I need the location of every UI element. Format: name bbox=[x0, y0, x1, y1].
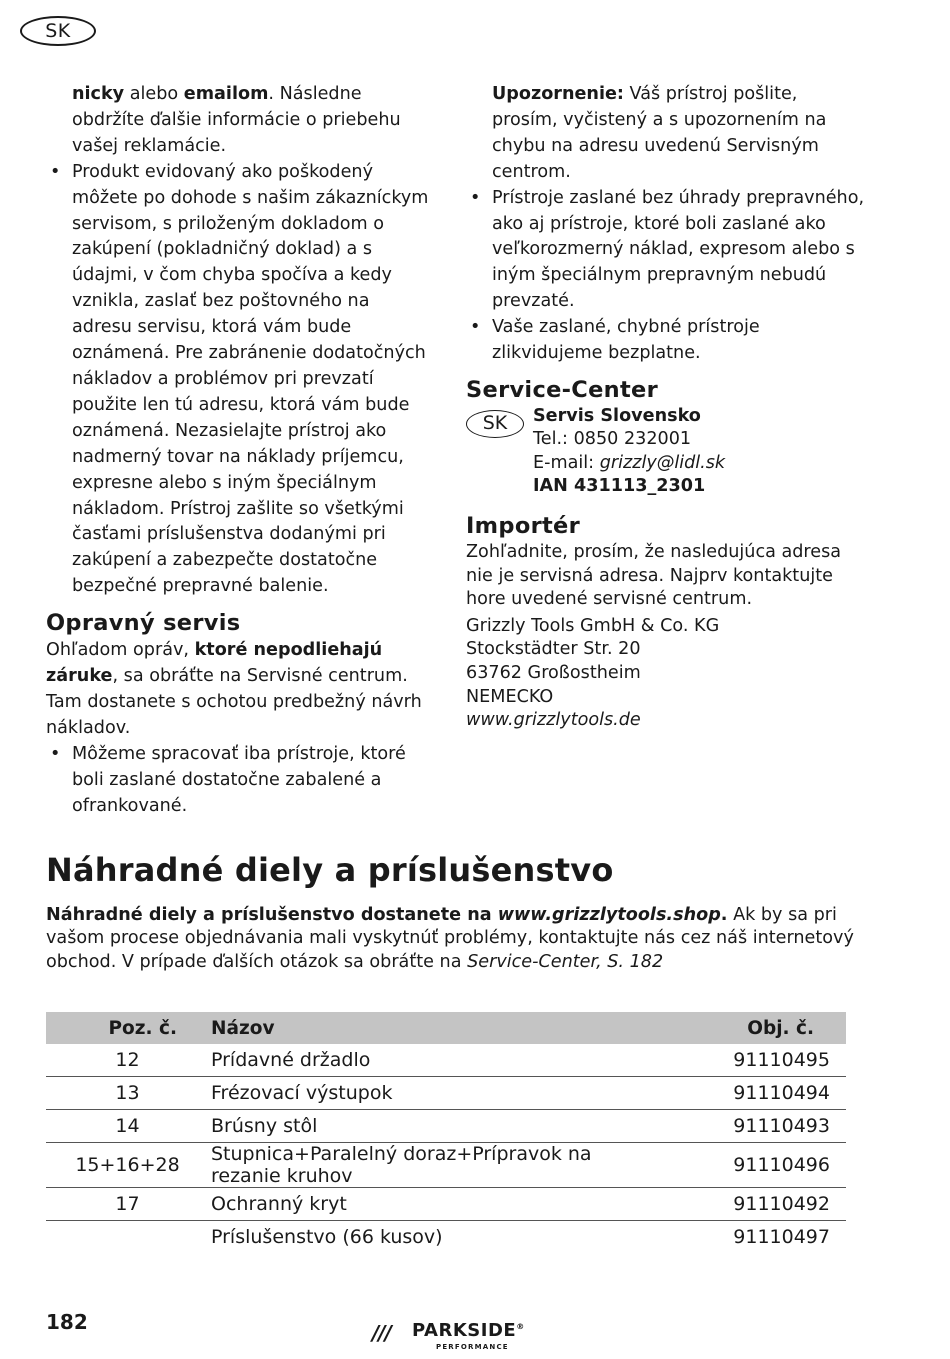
importer-website-link[interactable]: www.grizzlytools.de bbox=[466, 710, 641, 731]
table-row bbox=[46, 1221, 846, 1254]
bold-phrase: Náhradné diely a príslušenstvo dostanete na bbox=[46, 905, 498, 925]
repair-service-heading: Opravný servis bbox=[46, 610, 241, 637]
bold-phrase: Upozornenie: bbox=[492, 84, 624, 104]
logo-slashes: /// bbox=[372, 1321, 391, 1345]
bold-phrase: emailom bbox=[183, 84, 269, 104]
email-link[interactable]: grizzly@lidl.sk bbox=[599, 452, 726, 473]
bullet-free-disposal: • Vaše zaslané, chybné prístroje zlikvidujeme bezplatne. bbox=[466, 315, 866, 367]
cell-position: 17 bbox=[46, 1188, 209, 1221]
table-row bbox=[46, 1044, 846, 1077]
cell-position: 15+16+28 bbox=[46, 1143, 209, 1188]
country-badge: SK bbox=[466, 410, 524, 438]
cell-order-number: 91110493 bbox=[664, 1110, 846, 1143]
text-span: alebo bbox=[124, 84, 184, 104]
warranty-contact-paragraph bbox=[46, 82, 431, 160]
text-span: , sa obráťte na Servisné centrum. Tam dostanete s ochotou predbežný návrh nákladov. bbox=[46, 666, 422, 738]
table-row bbox=[46, 1188, 846, 1221]
spare-parts-paragraph bbox=[46, 904, 866, 974]
logo-brand bbox=[412, 1320, 525, 1341]
spare-parts-heading: Náhradné diely a príslušenstvo bbox=[46, 851, 614, 889]
shop-link[interactable]: www.grizzlytools.shop bbox=[497, 905, 721, 925]
registered-mark: ® bbox=[516, 1322, 525, 1331]
importer-country: NEMECKO bbox=[466, 686, 554, 707]
page-number: 182 bbox=[46, 1310, 88, 1334]
cell-order-number: 91110496 bbox=[664, 1143, 846, 1188]
spare-parts-section bbox=[46, 848, 866, 974]
importer-street: Stockstädter Str. 20 bbox=[466, 639, 641, 660]
importer-block bbox=[466, 541, 866, 733]
cell-position bbox=[46, 1221, 209, 1254]
repair-service-paragraph bbox=[46, 638, 431, 742]
cell-name: Brúsny stôl bbox=[209, 1110, 664, 1143]
logo-subtitle: PERFORMANCE bbox=[436, 1343, 509, 1351]
bold-phrase: ktoré nepodliehajú záruke bbox=[46, 640, 383, 687]
parkside-logo bbox=[372, 1318, 542, 1354]
email-label: E-mail: bbox=[533, 452, 600, 473]
bold-phrase: nicky bbox=[72, 84, 125, 104]
service-center-block bbox=[466, 405, 866, 499]
cell-order-number: 91110492 bbox=[664, 1188, 846, 1221]
column-header-name: Názov bbox=[209, 1012, 664, 1044]
text-span: Ak by sa pri vašom procese objednávania mali vyskytnúť problémy, kontaktujte nás cez náš internetový obchod. V prípade ďalších otázok sa obráťte na bbox=[46, 905, 854, 972]
cell-name: Prídavné držadlo bbox=[209, 1044, 664, 1077]
importer-note: Zohľadnite, prosím, že nasledujúca adresa nie je servisná adresa. Najprv kontaktujte hore uvedené servisné centrum. bbox=[466, 541, 842, 610]
bullet-unpaid-shipping: • Prístroje zaslané bez úhrady prepravného, ako aj prístroje, ktoré boli zaslané ako veľkorozmerný náklad, expresom alebo s iným špeciálnym prepravným nebudú prevzaté. bbox=[466, 186, 866, 316]
service-phone: Tel.: 0850 232001 bbox=[533, 429, 692, 450]
text-span: Ohľadom opráv, bbox=[46, 640, 195, 661]
cell-name: Ochranný kryt bbox=[209, 1188, 664, 1221]
table-row bbox=[46, 1110, 846, 1143]
cell-order-number: 91110495 bbox=[664, 1044, 846, 1077]
ian-number: IAN 431113_2301 bbox=[533, 476, 706, 497]
text-span: Váš prístroj pošlite, prosím, vyčistený a s upozornením na chybu na adresu uvedenú Servisným centrom. bbox=[492, 84, 827, 182]
right-column bbox=[466, 82, 866, 733]
cell-position: 14 bbox=[46, 1110, 209, 1143]
service-name: Servis Slovensko bbox=[533, 405, 701, 426]
service-contact bbox=[533, 405, 725, 499]
column-header-position: Poz. č. bbox=[46, 1012, 209, 1044]
cell-name: Frézovací výstupok bbox=[209, 1077, 664, 1110]
table-header-row bbox=[46, 1012, 846, 1044]
bullet-damaged-product: • Produkt evidovaný ako poškodený môžete po dohode s našim zákazníckym servisom, s priloženým dokladom o zakúpení (pokladničný doklad) a s údajmi, v čom chyba spočíva a kedy vznikla, zaslať bez poštovného na adresu servisu, ktorá vám bude oznámená. Pre zabránenie dodatočných nákladov a problémov pri prevzatí použite len tú adresu, ktorá vám bude oznámená. Nezasielajte prístroj ako nadmerný tovar na náklady príjemcu, expresne alebo s iným špeciálnym nákladom. Prístroj zašlite so všetkými časťami príslušenstva dodanými pri zakúpení a zabezpečte dostatočne bezpečné prepravné balenie. bbox=[46, 160, 431, 600]
importer-company: Grizzly Tools GmbH & Co. KG bbox=[466, 615, 720, 636]
cell-order-number: 91110497 bbox=[733, 1226, 830, 1248]
logo-brand-text: PARKSIDE bbox=[412, 1320, 517, 1341]
column-header-order-number: Obj. č. bbox=[664, 1012, 846, 1044]
cell-name: Stupnica+Paralelný doraz+Prípravok na rezanie kruhov bbox=[209, 1143, 664, 1188]
table-row bbox=[46, 1077, 846, 1110]
text-span: . Následne obdržíte ďalšie informácie o priebehu vašej reklamácie. bbox=[72, 84, 401, 156]
cell-position: 12 bbox=[46, 1044, 209, 1077]
notice-paragraph bbox=[466, 82, 866, 186]
importer-city: 63762 Großostheim bbox=[466, 662, 641, 683]
importer-heading: Importér bbox=[466, 512, 580, 539]
service-center-heading: Service-Center bbox=[466, 376, 658, 403]
service-email-line bbox=[533, 452, 725, 476]
bold-phrase: . bbox=[720, 905, 728, 925]
table-row bbox=[46, 1143, 846, 1188]
language-badge: SK bbox=[20, 16, 96, 46]
page-reference: Service-Center, S. 182 bbox=[467, 951, 664, 972]
cell-name: Príslušenstvo (66 kusov) bbox=[211, 1226, 443, 1248]
spare-parts-table bbox=[46, 1012, 846, 1253]
cell-position: 13 bbox=[46, 1077, 209, 1110]
left-column bbox=[46, 82, 431, 819]
cell-order-number: 91110494 bbox=[664, 1077, 846, 1110]
bullet-packed-devices: • Môžeme spracovať iba prístroje, ktoré boli zaslané dostatočne zabalené a ofrankované. bbox=[46, 742, 431, 820]
